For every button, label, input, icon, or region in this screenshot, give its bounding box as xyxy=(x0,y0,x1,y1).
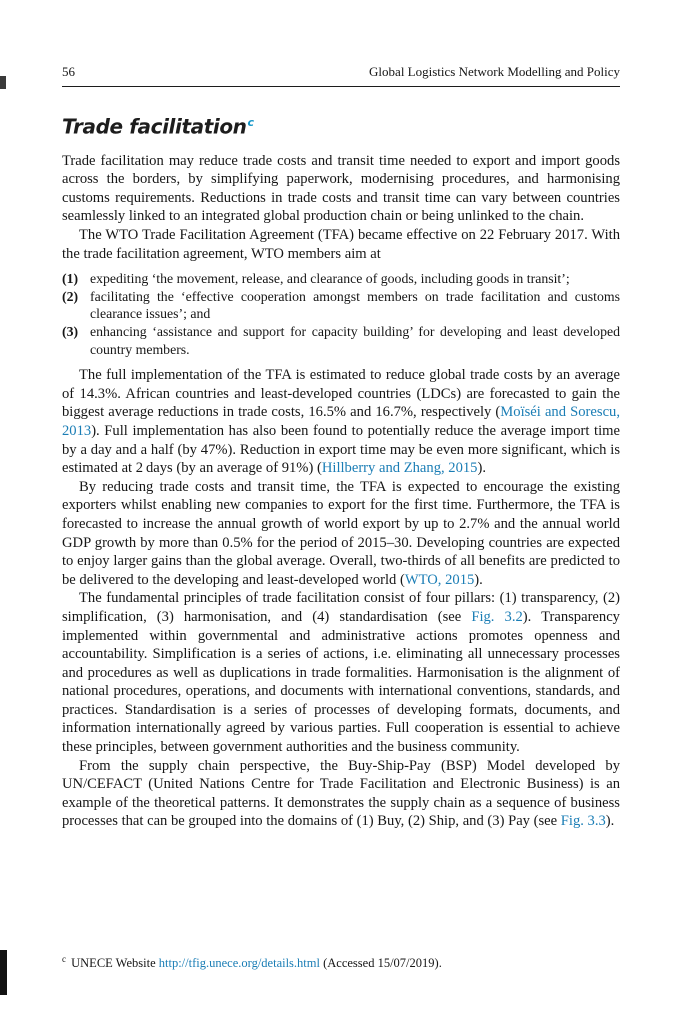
list-item-text: facilitating the ‘effective cooperation amongst members on trade facilitation and customs clearance issues’; and xyxy=(90,288,620,322)
citation-link-wto-2015[interactable]: WTO, 2015 xyxy=(404,571,475,588)
figure-link-3-2[interactable]: Fig. 3.2 xyxy=(471,608,523,625)
scan-edge-artifact xyxy=(0,950,7,995)
footnote-text: (Accessed 15/07/2019). xyxy=(319,956,442,971)
footnote-marker: c xyxy=(62,954,66,964)
citation-link-hillberry-zhang[interactable]: Hillberry and Zhang, 2015 xyxy=(321,460,478,477)
list-item-number: (3) xyxy=(62,324,79,339)
paragraph-5-text: The fundamental principles of trade facilitation consist of four pillars: (1) transparency, (2) simplification, (3) harmonisation, and (4) standardisation (see xyxy=(62,590,620,625)
paragraph-3-text: ). Full implementation has also been found to potentially reduce the average import time by a day and a half (by 47%). Reduction in export time may be even more significant, which is estimated at 2 days (by an average of 91%) ( xyxy=(62,422,620,477)
paragraph-2 xyxy=(62,226,620,263)
paragraph-3-text: The full implementation of the TFA is estimated to reduce global trade costs by an average of 14.3%. African countries and least-developed countries (LDCs) are forecasted to gain the biggest average reductions in trade costs, 16.5% and 16.7%, respectively ( xyxy=(62,367,620,421)
citation-link-moise-sorescu[interactable]: Moïséi and Sorescu, 2013 xyxy=(62,404,620,439)
paragraph-4 xyxy=(62,478,620,590)
paragraph-2-text: The WTO Trade Facilitation Agreement (TFA) became effective on 22 February 2017. With the trade facilitation agreement, WTO members aim at xyxy=(62,227,620,262)
paragraph-3-text: ). xyxy=(477,460,486,477)
aims-list xyxy=(62,270,620,358)
list-item-number: (2) xyxy=(62,288,79,304)
page-number: 56 xyxy=(62,64,75,79)
paragraph-1 xyxy=(62,152,620,226)
title-footnote-marker[interactable]: c xyxy=(247,116,254,129)
scan-edge-artifact xyxy=(0,76,6,89)
paragraph-1-text: Trade facilitation may reduce trade costs and transit time needed to export and import goods across the borders, by simplifying paperwork, modernising procedures, and harmonising customs requirements. Reductions in trade costs and transit time can vary between countries seamlessly linked to an integrated global production chain or being unlinked to the chain. xyxy=(62,152,620,225)
section-title xyxy=(62,111,620,139)
list-item xyxy=(62,323,620,358)
paragraph-5 xyxy=(62,589,620,756)
page-header xyxy=(62,64,620,87)
paragraph-4-text: ). xyxy=(474,571,483,588)
list-item-text: expediting ‘the movement, release, and clearance of goods, including goods in transit’; xyxy=(90,271,570,287)
figure-link-3-3[interactable]: Fig. 3.3 xyxy=(560,813,606,830)
footnote xyxy=(62,951,620,971)
list-item-text: enhancing ‘assistance and support for capacity building’ for developing and least developed country members. xyxy=(90,324,620,357)
paragraph-6-text: ). xyxy=(605,813,615,830)
footnote-url-link[interactable]: http://tfig.unece.org/details.html xyxy=(158,956,320,971)
paragraph-5-text: ). Transparency implemented within governmental and administrative actions promotes openness and accountability. Simplification is a series of actions, i.e. eliminating all unnecessary processes and procedures as well as duplications in trade formalities. Harmonisation is the alignment of national procedures, operations, and documents with international conventions, standards, and practices. Standardisation is a series of processes of developing formats, documents, and information internationally agreed by various parties. Full cooperation is essential to achieve these principles, between government authorities and the business community. xyxy=(62,608,620,756)
paragraph-4-text: By reducing trade costs and transit time, the TFA is expected to encourage the existing exporters whilst enabling new companies to export for the first time. Furthermore, the TFA is forecasted to increase the annual growth of world export by up to 2.7% and the annual world GDP growth by more than 0.5% for the period of 2015–30. Developing countries are expected to enjoy larger gains than the global average. Overall, two-thirds of all benefits are predicted to be delivered to the developing and least-developed world ( xyxy=(62,478,620,588)
body-text xyxy=(62,152,620,831)
list-item xyxy=(62,288,620,323)
footnote-text: UNECE Website xyxy=(68,956,159,971)
list-item xyxy=(62,270,620,288)
paragraph-6-text: From the supply chain perspective, the Buy-Ship-Pay (BSP) Model developed by UN/CEFACT (United Nations Centre for Trade Facilitation and Electronic Business) is an example of the theoretical patterns. It demonstrates the supply chain as a sequence of business processes that can be grouped into the domains of (1) Buy, (2) Ship, and (3) Pay (see xyxy=(62,757,620,830)
paragraph-6 xyxy=(62,757,620,831)
running-title: Global Logistics Network Modelling and Policy xyxy=(369,64,620,79)
section-title-text: Trade facilitation xyxy=(62,114,247,139)
paragraph-3 xyxy=(62,366,620,478)
list-item-number: (1) xyxy=(62,271,79,287)
